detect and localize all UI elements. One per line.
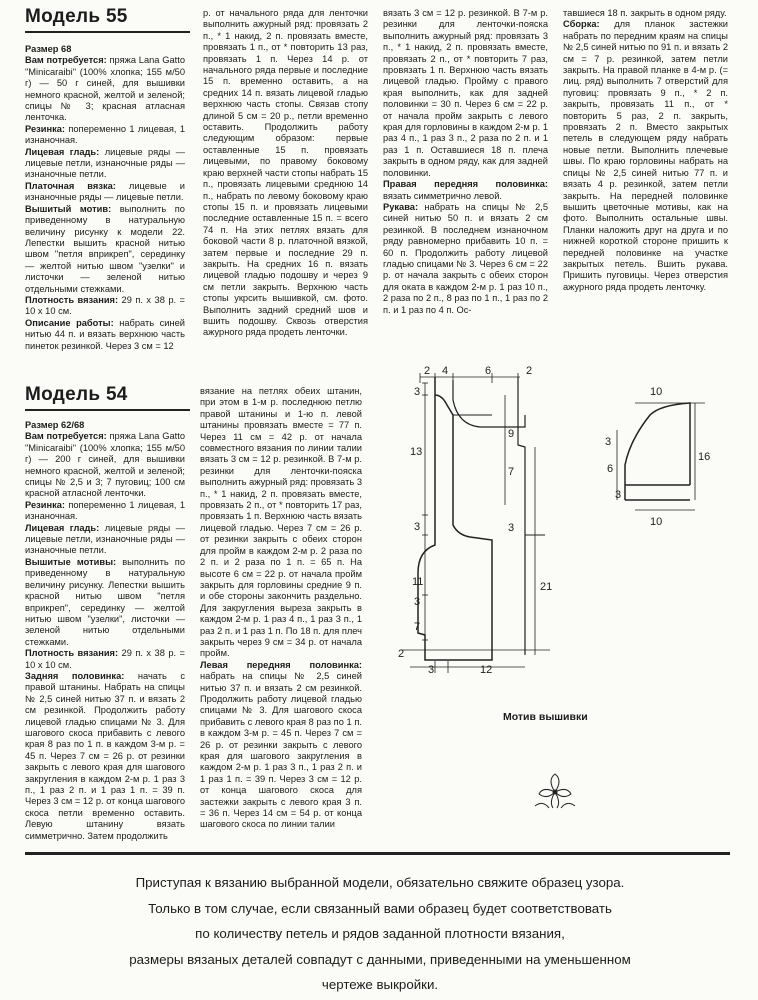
sleeve-dim: 3 <box>615 489 622 501</box>
model-54-column-2 <box>200 386 362 831</box>
schema-dim: 4 <box>442 365 449 377</box>
spec-line: Резинка: попеременно 1 лицевая, 1 изнаночная. <box>25 123 185 146</box>
model-55-column-3 <box>383 8 548 316</box>
model-55-column-1 <box>25 44 185 352</box>
footer-divider <box>25 852 730 855</box>
schema-dim: 13 <box>410 446 423 458</box>
instructions-text: Левая передняя половинка: набрать на спицы № 2,5 синей нитью 37 п. и вязать 2 см резинкой. Продолжить работу лицевой гладью спицами № 3. Для шагового скоса прибавить с левого края 8 раз по 1 п. в каждом 3-м р. = 45 п. Через 7 см = 26 р. от резинки закрыть с левого края для шагового закругления в каждом 2-м р. 1 раз 3 п., 1 раз 2 п. и 1 раз 1 п. = 39 п. Через 3 см = 12 р. от конца шагового скоса для застежки закрыть с левого края 3 п. = 36 п. Через 14 см = 54 р. от конца шагового скоса по линии талии <box>200 659 362 830</box>
schema-dim: 3 <box>414 386 421 398</box>
embroidery-motif-flower <box>525 770 585 820</box>
spec-line: Вышитый мотив: выполнить по приведенному в натуральную величину рисунку к модели 22. Лепестки вышить красной нитью швом "петля вприкреп", серединку — желтой нитью швом "узелки" и листочки — зеленой нитью отдельными стежками. <box>25 203 185 294</box>
instructions-text: вязать 3 см = 12 р. резинкой. В 7-м р. резинки для ленточки-пояска выполнить ажурный ряд: провязать 3 п., * 1 накид, 2 п. провязать вместе, провязать 2 п., от * повторить 7 раз, провязать 1 п. Верхнюю часть вязать лицевой гладью. Пройму с правого края выполнить, как для задней половинки = 30 п. Через 6 см = 22 р. от начала пройм закрыть с левого края для горловины в каждом 2-м р. 1 раз 4 п., 1 раз 3 п., 2 раза по 2 п. и 1 раз 1 п. Оставшиеся 18 п. плеча закрыть в одном ряду, как для задней половинки. <box>383 8 548 178</box>
body-pattern-schema <box>380 355 555 675</box>
schema-dim: 11 <box>412 576 424 588</box>
schema-dim: 3 <box>414 521 421 533</box>
sleeve-dim: 10 <box>650 516 663 528</box>
spec-line: Описание работы: набрать синей нитью 44 п. и вязать верхнюю часть пинеток резинкой. Через 3 см = 12 <box>25 317 186 351</box>
spec-line: Лицевая гладь: лицевые ряды — лицевые петли, изнаночные ряды — изнаночные петли. <box>25 146 185 180</box>
spec-line: Лицевая гладь: лицевые ряды — лицевые петли, изнаночные ряды — изнаночные петли. <box>25 522 185 556</box>
schema-dim: 3 <box>428 664 435 675</box>
sleeve-dim: 6 <box>607 463 614 475</box>
footer-line: по количеству петель и рядов заданной плотности вязания, <box>195 926 565 941</box>
sleeve-pattern-schema <box>595 370 735 530</box>
schema-dim: 7 <box>414 621 421 633</box>
schema-dim: 2 <box>526 365 533 377</box>
footer-line: Только в том случае, если связанный вами образец будет соответствовать <box>148 900 612 916</box>
model-55-title: Модель 55 <box>25 6 128 27</box>
spec-line: Размер 68 <box>25 44 72 54</box>
sleeve-dim: 3 <box>605 436 612 448</box>
model-54-title-rule <box>25 409 190 411</box>
motif-caption: Мотив вышивки <box>503 711 588 723</box>
schema-dim: 2 <box>398 648 405 660</box>
schema-dim: 12 <box>480 664 493 675</box>
schema-dim: 9 <box>508 428 515 440</box>
instructions-text: вязание на петлях обеих штанин, при этом в 1-м р. последнюю петлю правой штанины и 1-ю п. левой штанины провязать вместе = 77 п. Через 11 см = 42 р. от начала совместного вязания по линии талии вязать 3 см = 12 р. резинкой. В 7-м р. резинки для ленточки-пояска выполнить ажурный ряд: провязать 3 п., * 1 накид, 2 п. провязать вместе, провязать 2 п., от * повторить 17 раз, провязать 1 п. Верхнюю часть вязать лицевой гладью. Через 7 см = 26 р. от резинки закрыть с обеих сторон для пройм в каждом 2-м р. 2 раза по 2 п. и 2 раза по 1 п. = 65 п. На высоте 6 см = 22 р. от начала пройм закрыть для горловины средние 9 п. и обе стороны закончить раздельно. Для закругления выреза закрыть в каждом 2-м р. 1 раз 4 п., 1 раз 3 п., 1 раз 2 п. и 1 раз 1 п. По 18 п. для плеч закрыть через 9 см = 34 р. от начала пройм. <box>200 386 362 659</box>
model-54-column-1 <box>25 420 185 842</box>
sleeve-dim: 16 <box>698 451 711 463</box>
spec-line: Вышитые мотивы: выполнить по приведенному в натуральную величину рисунку. Лепестки вышить красной нитью швом "петля вприкреп", серединку — желтой нитью швом "узелки", листочки — зеленой нитью отдельными стежками. <box>25 556 185 647</box>
footer-note <box>60 870 700 998</box>
schema-dimension-labels <box>398 365 552 675</box>
schema-dim: 21 <box>540 581 553 593</box>
model-55-title-rule <box>25 31 190 33</box>
schema-dim: 2 <box>424 365 431 377</box>
instructions-text: Правая передняя половинка: вязать симметрично левой. <box>383 179 548 201</box>
schema-dim: 7 <box>508 466 515 478</box>
instructions-text: Сборка: для планок застежки набрать по передним краям на спицы № 2,5 синей нитью по 91 п. и вязать 2 см = 7 р. резинкой, затем петли закрыть. На правой планке в 4-м р. (= лиц. ряд) выполнить 7 отверстий для пуговиц: провязать 9 п., * 2 п. закрыть, провязать 11 п., от * повторить 5 раз, 2 п. закрыть, провязать 2 п. Вместо закрытых петель в следующем ряду набрать новые петли. Выполнить плечевые швы. По краю горловины набрать на спицы № 2,5 синей нитью 77 п. и вязать 4 р. резинкой, затем петли закрыть. На передней половинке вышить цветочные мотивы, как на фото. Выполнить остальные швы. Планки наложить друг на друга и по нижней короткой стороне пришить к передней половинке на участке закрытых петель. Вшить рукава. Пришить пуговицы. Через отверстия ажурного ряда продеть ленточку. <box>563 19 728 292</box>
footer-line: чертеже выкройки. <box>321 977 439 992</box>
footer-line: Приступая к вязанию выбранной модели, обязательно свяжите образец узора. <box>135 875 625 890</box>
instructions-text: р. от начального ряда для ленточки выполнить ажурный ряд: провязать 2 п., * 1 накид, 2 п. провязать вместе, провязать 1 п., от * повторить 13 раз, провязать 1 п. Через 14 р. от начального ряда первые и последние 15 п. временно оставить, а на средних 14 п. вязать лицевой гладью верхнюю часть стопы. Связав стопу длиной 5 см = 20 р., петли временно оставить. Продолжить работу следующим образом: первые оставленные 15 п. провязать лицевыми, по правому боковому краю верхней части стопы набрать 15 п., провязать лицевыми среднюю 14 п., набрать по левому боковому краю стопы 15 п. и провязать лицевыми последние оставленные 15 п. = всего 74 п. На этих петлях вязать для боковой части 8 р. платочной вязкой, затем первые и последние 29 п. закрыть. На средних 16 п. вязать лицевой гладью подошву и через 9 см петли закрыть. Верхнюю часть стопы укрсить вышивкой, см. фото. Выполнить задний средний шов и вшить подошву. Сквозь отверстия ажурного ряда продеть ленточки. <box>203 8 368 338</box>
model-55-column-2 <box>203 8 368 339</box>
instructions-text: тавшиеся 18 п. закрыть в одном ряду. <box>563 8 727 18</box>
sleeve-dimension-labels <box>605 386 710 528</box>
spec-line: Резинка: попеременно 1 лицевая, 1 изнаночная. <box>25 499 185 522</box>
sleeve-dim: 10 <box>650 386 663 398</box>
model-54-title: Модель 54 <box>25 384 128 405</box>
spec-line: Задняя половинка: начать с правой штанины. Набрать на спицы № 2,5 синей нитью 37 п. и вязать 2 см резинкой. Продолжить работу лицевой гладью спицами № 3. Для шагового скоса прибавить с левого края 8 раз по 1 п. в каждом 3-м р. = 45 п. Через 7 см = 26 р. от резинки закрыть с левого края для шагового закругления в каждом 2-м р. 1 раз 3 п., 1 раз 2 п. и 1 раз 1 п. = 39 п. Через 3 см = 12 р. от конца шагового скоса петли временно оставить. Левую штанину вязать симметрично. Затем продолжить <box>25 670 186 841</box>
schema-dim: 6 <box>485 365 492 377</box>
schema-dim: 3 <box>508 522 515 534</box>
instructions-text: Рукава: набрать на спицы № 2,5 синей нитью 50 п. и вязать 2 см резинкой. В последнем изнаночном ряду равномерно прибавить 10 п. = 60 п. Продолжить работу лицевой гладью спицами № 3. Через 6 см = 22 р. от начала закрыть с обеих сторон для оката в каждом 2-м р. 1 раз 10 п., 2 раза по 2 п., 8 раз по 1 п., 1 раз по 2 п. и 1 раз по 4 п. Ос- <box>383 201 548 315</box>
spec-line: Платочная вязка: лицевые и изнаночные ряды — лицевые петли. <box>25 180 185 203</box>
spec-line: Вам потребуется: пряжа Lana Gatto "Minicaraibi" (100% хлопка; 155 м/50 г) — 50 г синей, для вышивки немного красной, желтой и зеленой; спицы № 3; красная атласная ленточка. <box>25 55 185 123</box>
spec-line: Плотность вязания: 29 п. х 38 р. = 10 х 10 см. <box>25 294 185 317</box>
model-55-column-4 <box>563 8 728 293</box>
schema-dim: 3 <box>414 596 421 608</box>
footer-line: размеры вязаных деталей совпадут с данными, приведенными на уменьшенном <box>129 951 631 967</box>
spec-line: Размер 62/68 <box>25 420 85 430</box>
spec-line: Плотность вязания: 29 п. х 38 р. = 10 х 10 см. <box>25 648 185 670</box>
spec-line: Вам потребуется: пряжа Lana Gatto "Minicaraibi" (100% хлопка; 155 м/50 г) — 200 г синей, для вышивки немного красной, желтой и зеленой; спицы № 2,5 и 3; 7 пуговиц; 100 см красной атласной ленточки. <box>25 431 185 499</box>
